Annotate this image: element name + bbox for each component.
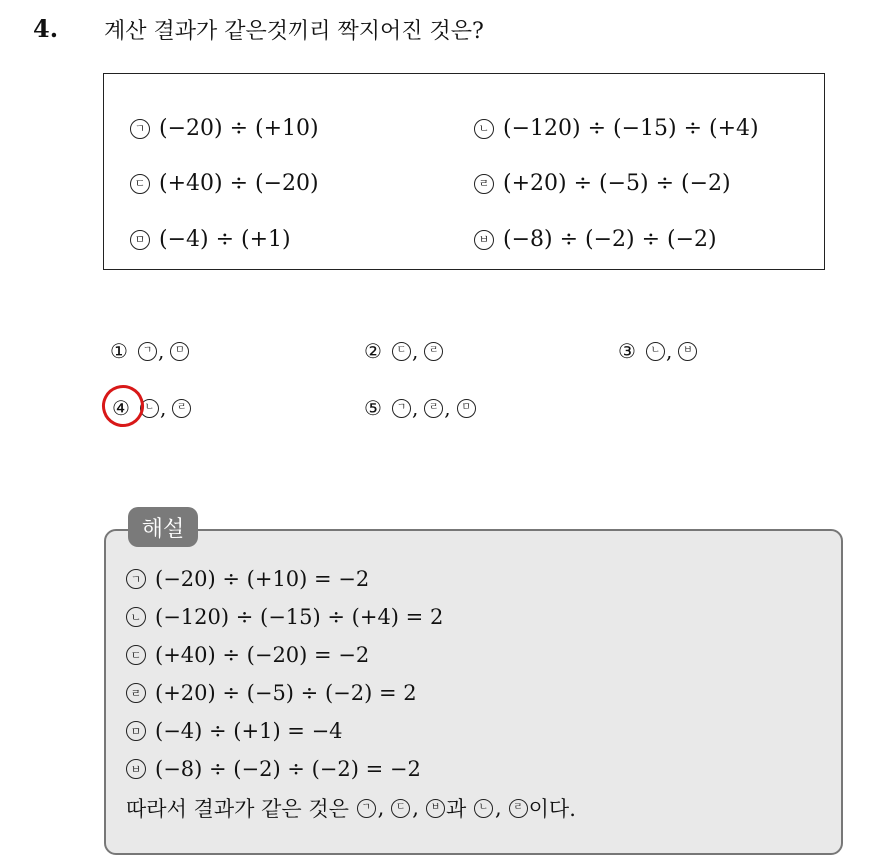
item-e [130, 227, 291, 252]
choice-4[interactable]: ④ ㄴ , ㄹ [112, 396, 191, 420]
circled-label: ㄷ [126, 645, 146, 665]
circled-label: ㅁ [130, 230, 150, 250]
item-expression: (−8) ÷ (−2) ÷ (−2) [503, 227, 717, 252]
circled-label: ㄹ [126, 683, 146, 703]
choice-number: ⑤ [364, 396, 382, 420]
solution-text: (+40) ÷ (−20) = −2 [155, 643, 370, 667]
question-number: 4. [33, 14, 59, 43]
circled-label: ㄴ [126, 607, 146, 627]
choice-number: ① [110, 339, 128, 363]
item-expression: (+20) ÷ (−5) ÷ (−2) [503, 171, 731, 196]
circled-label: ㄱ [126, 569, 146, 589]
item-expression: (+40) ÷ (−20) [159, 171, 319, 196]
choice-1[interactable]: ① ㄱ , ㅁ [110, 339, 189, 363]
solution-line [126, 605, 443, 629]
choice-number: ② [364, 339, 382, 363]
conclusion-line: 따라서 결과가 같은 것은 ㄱ , ㄷ , ㅂ 과 ㄴ , ㄹ 이다. [126, 793, 576, 823]
item-d [474, 171, 731, 196]
item-c [130, 171, 319, 196]
solution-text: (−120) ÷ (−15) ÷ (+4) = 2 [155, 605, 444, 629]
explanation-tag: 해설 [128, 507, 198, 547]
solution-text: (+20) ÷ (−5) ÷ (−2) = 2 [155, 681, 417, 705]
circled-label: ㄹ [424, 342, 443, 361]
item-expression: (−20) ÷ (+10) [159, 116, 319, 141]
circled-label: ㅂ [678, 342, 697, 361]
item-a [130, 116, 319, 141]
circled-label: ㄴ [646, 342, 665, 361]
circled-label: ㄱ [357, 799, 376, 818]
circled-label: ㄷ [391, 799, 410, 818]
circled-label: ㄴ [474, 119, 494, 139]
item-expression: (−120) ÷ (−15) ÷ (+4) [503, 116, 759, 141]
circled-label: ㄱ [130, 119, 150, 139]
choice-number: ③ [618, 339, 636, 363]
solution-line [126, 757, 421, 781]
choice-5[interactable]: ⑤ ㄱ , ㄹ , ㅁ [364, 396, 476, 420]
circled-label: ㄹ [509, 799, 528, 818]
circled-label: ㅂ [426, 799, 445, 818]
solution-line [126, 567, 369, 591]
circled-label: ㅂ [126, 759, 146, 779]
solution-text: (−20) ÷ (+10) = −2 [155, 567, 370, 591]
solution-text: (−4) ÷ (+1) = −4 [155, 719, 343, 743]
circled-label: ㅁ [126, 721, 146, 741]
circled-label: ㄱ [138, 342, 157, 361]
conclusion-prefix: 따라서 결과가 같은 것은 [126, 797, 349, 821]
conclusion-suffix: 이다. [528, 797, 576, 821]
circled-label: ㄹ [172, 399, 191, 418]
circled-label: ㅁ [457, 399, 476, 418]
conclusion-joiner: 과 [445, 797, 467, 821]
answer-mark-circle [97, 380, 150, 433]
circled-label: ㄴ [474, 799, 493, 818]
circled-label: ㄱ [392, 399, 411, 418]
circled-label: ㄹ [424, 399, 443, 418]
circled-label: ㅁ [170, 342, 189, 361]
solution-line [126, 681, 417, 705]
item-b [474, 116, 759, 141]
solution-line [126, 719, 343, 743]
circled-label: ㅂ [474, 230, 494, 250]
question-text: 계산 결과가 같은것끼리 짝지어진 것은? [104, 19, 484, 44]
circled-label: ㄷ [392, 342, 411, 361]
circled-label: ㄹ [474, 174, 494, 194]
item-f [474, 227, 717, 252]
choice-2[interactable]: ② ㄷ , ㄹ [364, 339, 443, 363]
circled-label: ㄷ [130, 174, 150, 194]
circled-label: ㄴ [140, 399, 159, 418]
choice-3[interactable]: ③ ㄴ , ㅂ [618, 339, 697, 363]
solution-line [126, 643, 369, 667]
item-expression: (−4) ÷ (+1) [159, 227, 291, 252]
solution-text: (−8) ÷ (−2) ÷ (−2) = −2 [155, 757, 421, 781]
choice-number: ④ [112, 396, 130, 420]
